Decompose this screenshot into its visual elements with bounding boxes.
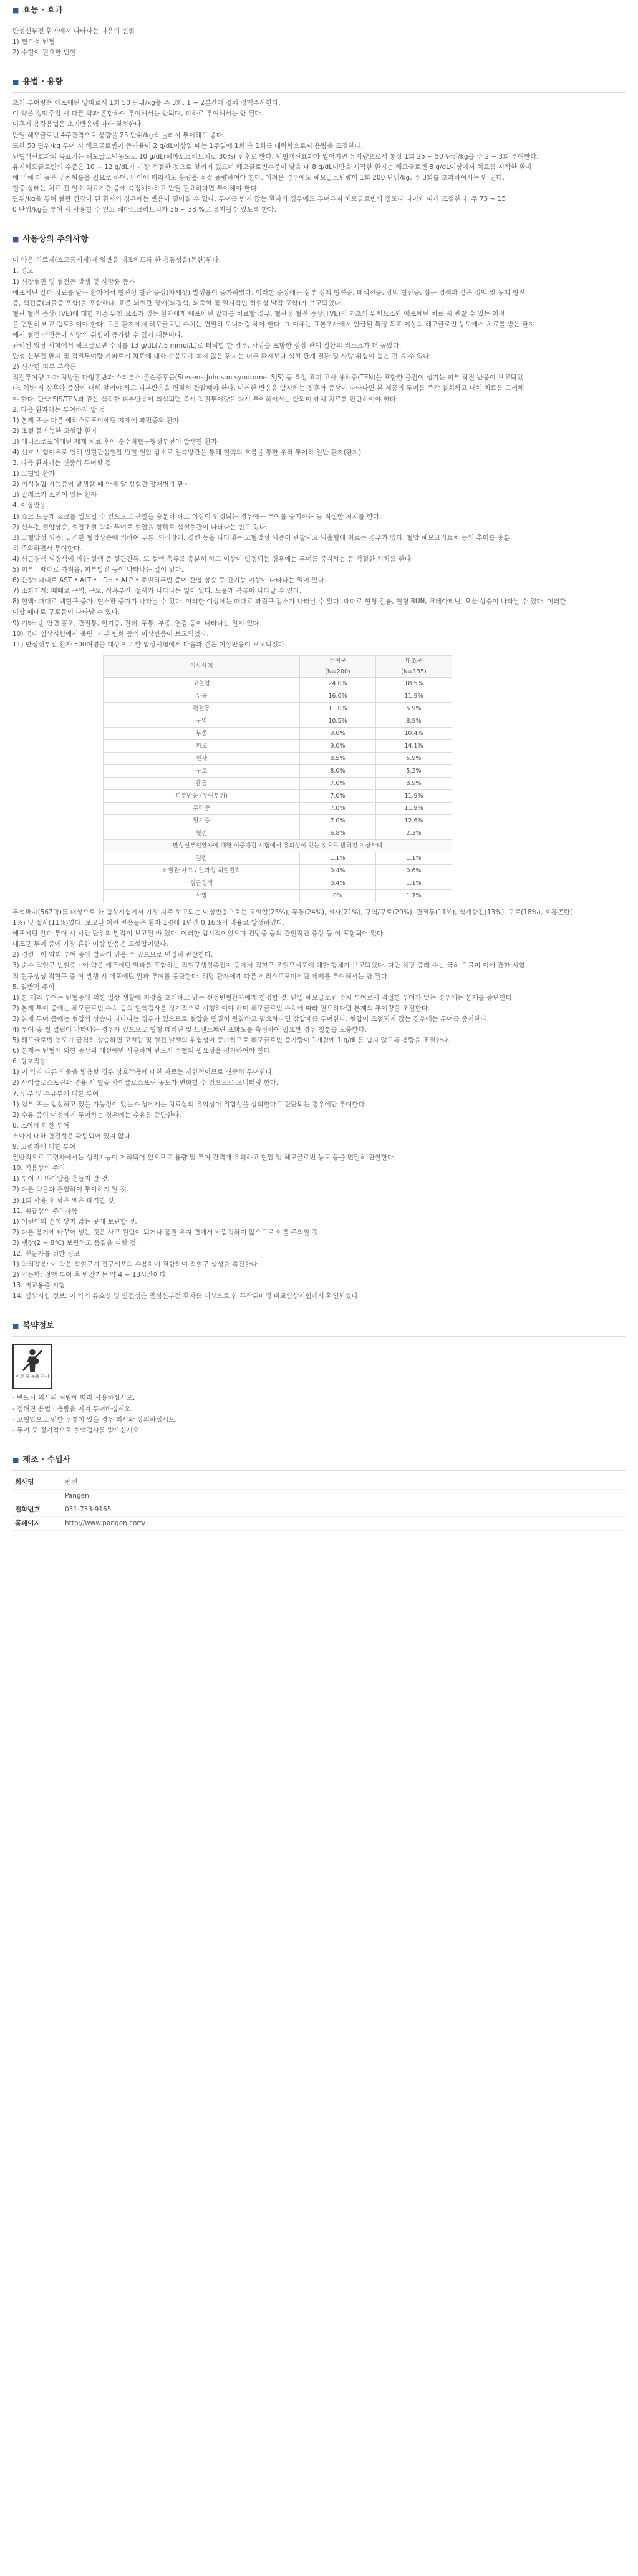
precaution-line: 2) 다른 용기에 바꾸어 넣는 것은 사고 원인이 되거나 품질 유지 면에서 바람직하지 않으므로 이를 주의할 것.: [12, 1228, 321, 1236]
table-cell-control: 0.6%: [375, 864, 452, 877]
table-cell-control: 2.3%: [375, 827, 452, 839]
precaution-line: 투석환자(567명)를 대상으로 한 임상시험에서 가장 자주 보고되는 이상반응으로는 고혈압(25%), 두통(24%), 설사(21%), 구역/구토(20%), 관절통(11%), 심계항진(13%), 구토(18%), 호흡곤란(: [12, 908, 573, 916]
precaution-line: 5. 일반적 주의: [12, 983, 55, 991]
medication-note: - 정해진 용법 · 용량을 지켜 투여하십시오.: [12, 1405, 133, 1413]
precaution-line: 히 주의하면서 투여한다.: [12, 544, 82, 552]
precaution-line: 에서 혈전 색전증이 사망의 위험이 증가할 수 있기 때문이다.: [12, 331, 183, 339]
pictogram-title: 복약정보: [22, 1321, 54, 1331]
precaution-line: 8. 소아에 대한 투여: [12, 1121, 70, 1129]
table-cell-control: 5.9%: [375, 752, 452, 764]
precaution-line: 증, 색전증(뇌졸중 포함)을 포함한다. 표준 뇌혈관 장애(뇌경색, 뇌출혈 및 일시적인 허혈성 발작 포함)가 보고되었다.: [12, 299, 343, 307]
table-cell-control: 14.1%: [375, 739, 452, 752]
table-row: [104, 814, 452, 827]
precaution-line: 1) 어린이의 손이 닿지 않는 곳에 보관할 것.: [12, 1217, 137, 1226]
precaution-line: 적절투여량 가파 처방된 다형홍반과 스티븐스-존슨증후군(Stevens-Johnson syndrome, SJS) 등 특성 표피 고사 용해증(TEN)을 포함한 물집이 생기는 피부 작질 반응이 보고되었: [12, 374, 523, 382]
section-bullet-icon: ■: [12, 1322, 19, 1330]
table-cell-event: 현기증: [104, 814, 300, 827]
section-bullet-icon: ■: [12, 1455, 19, 1464]
precaution-line: 9. 고령자에 대한 투여: [12, 1143, 76, 1151]
dosage-line: 초기 투여량은 에포에틴 알파로서 1회 50 단위/kg을 주 3회, 1 ~ 2분간에 걸쳐 정맥주사한다.: [12, 99, 281, 107]
precaution-line: 14. 임상시험 정보: 이 약의 유효성 및 안전성은 만성신부전 환자를 대상으로 한 무작위배정 비교임상시험에서 확인되었다.: [12, 1292, 360, 1300]
table-cell-event: 고혈압: [104, 677, 300, 690]
manufacturer-key: 회사명: [12, 1476, 62, 1490]
precaution-line: 2) 심각한 피부 부작용: [12, 363, 76, 371]
precaution-line: 4) 투여 중 철 결핍이 나타나는 경우가 있으므로 혈청 페리틴 및 트랜스페린 포화도를 측정하여 필요한 경우 철분을 보충한다.: [12, 1026, 367, 1033]
table-cell-control: 8.9%: [375, 777, 452, 789]
precaution-line: 1) 고혈압 환자: [12, 470, 56, 478]
precaution-line: 11) 만성신부전 환자 300여명을 대상으로 한 임상시험에서 다음과 같은 이상반응이 보고되었다.: [12, 640, 287, 648]
table-cell-control: 10.4%: [375, 727, 452, 739]
efficacy-line: 만성신부전 환자에서 나타나는 다음의 빈혈: [12, 27, 135, 35]
manufacturer-value: 031-733-9165: [62, 1503, 626, 1517]
table-cell-treatment: 0%: [299, 889, 375, 902]
precautions-text-a: [12, 255, 626, 650]
table-cell-treatment: 9.0%: [299, 739, 375, 752]
precaution-line: 대조군 투여 중에 가장 흔한 이상 반응은 고혈압이었다.: [12, 940, 168, 949]
table-cell-event: 피부반응 (투여부위): [104, 789, 300, 802]
table-row: [104, 889, 452, 902]
table-row: [104, 852, 452, 864]
precaution-line: 3) 고혈압성 뇌증: 급격한 혈압상승에 의하여 두통, 의식장애, 경련 등을 나타내는 고혈압성 뇌증이 관찰되고 뇌출혈에 이르는 경우가 있다. 혈압 헤모크리트치 등의 추이를 충분: [12, 534, 510, 542]
table-row: [104, 690, 452, 702]
efficacy-line: 1) 혈투석 빈혈: [12, 38, 56, 46]
table-cell-treatment: 7.0%: [299, 802, 375, 814]
precaution-line: 을 면밀히 비교 검토하여야 한다. 모든 환자에서 헤모글로빈 수치는 면밀히 모니터링 해야 한다. 그 이유는 표본조사에서 안급된 특정 목표 이상의 헤모글로빈 농도에서 치료를 받은 환자: [12, 320, 535, 328]
manufacturer-key: [12, 1490, 62, 1503]
table-cell-control: 8.9%: [375, 715, 452, 727]
precaution-line: 2) 사이클로스포린과 병용 시 혈중 사이클로스포린 농도가 변화할 수 있으므로 모니터링 한다.: [12, 1079, 279, 1087]
precaution-line: 1) 쇼크 드물게 쇼크를 일으킬 수 있으므로 관찰을 충분히 하고 이상이 인정되는 경우에는 투여를 중지하는 등 적절한 처치를 한다.: [12, 512, 382, 520]
precaution-line: 1%) 및 설사(11%)였다. 보고된 이런 반응들은 환자 1명에 1년간 0.16%의 비율로 발생하였다.: [12, 919, 285, 927]
table-row: [104, 789, 452, 802]
table-cell-event: 두통: [104, 690, 300, 702]
manufacturer-row: [12, 1517, 626, 1531]
precaution-line: 3) 본제 투여 중에는 혈압의 상승이 나타나는 경우가 있으므로 혈압을 면밀히 관찰하고 필요하다면 강압제를 투여한다. 혈압이 조절되지 않는 경우에는 투여를 중지한다.: [12, 1015, 489, 1023]
precaution-line: 3) 에리스로포이에틴 제제 치료 후에 순수적혈구형성부전이 발생한 환자: [12, 437, 218, 446]
precaution-line: 9) 기타: 순 안면 홍조, 관절통, 현기증, 권태, 두통, 부종, 열감 등이 나타나는 일이 있다.: [12, 619, 261, 627]
dosage-line: 에 비해 더 높은 위치험률을 필요로 하며, 나이에 따라서도 용량을 적정 증량하여야 한다. 어려운 경우에도 헤모글로빈량이 1회 200 단위/kg, 주 3회를 초과하여서는 안 된다.: [12, 173, 505, 182]
table-header-control: 대조군 (N=135): [375, 655, 452, 677]
table-span-label: 만성신부전환자에 대한 이중맹검 시험에서 유의성이 있는 것으로 밝혀진 이상사례: [104, 839, 452, 852]
precaution-line: 1) 이 약과 다른 약물을 병용할 경우 상호작용에 대한 자료는 제한적이므로 신중히 투여한다.: [12, 1068, 274, 1076]
table-cell-treatment: 7.0%: [299, 777, 375, 789]
precaution-line: 일반적으로 고령자에서는 생리기능이 저하되어 있으므로 용량 및 투여 간격에 유의하고 혈압 및 헤모글로빈 농도 등을 면밀히 관찰한다.: [12, 1154, 396, 1162]
precaution-line: 혈관 혈전 증상(TVE)에 대한 기존 위험 요소가 있는 환자에게 에포에틴 알파를 치료할 경우, 혈관성 혈전 증상(TVE)의 기초의 위험요소와 에포에틴 치료 시 관찰 수 있는 이점: [12, 310, 505, 318]
table-cell-treatment: 11.0%: [299, 702, 375, 715]
dosage-text: [12, 98, 626, 215]
manufacturer-section: [0, 1450, 638, 1531]
table-cell-treatment: 8.0%: [299, 764, 375, 777]
table-cell-event: 구역: [104, 715, 300, 727]
precaution-line: 1) 약리작용: 이 약은 적혈구계 전구세포의 수용체에 결합하여 적혈구 생성을 촉진한다.: [12, 1261, 259, 1269]
table-cell-control: 12.6%: [375, 814, 452, 827]
manufacturer-title: 제조 · 수입사: [22, 1455, 71, 1465]
table-cell-treatment: 24.0%: [299, 677, 375, 690]
precaution-line: 3. 다음 환자에는 신중히 투여할 것: [12, 459, 112, 467]
table-cell-treatment: 0.4%: [299, 864, 375, 877]
manufacturer-key: 홈페이지: [12, 1517, 62, 1531]
dosage-line: 0 단위/kg을 투여 시 사용할 수 있고 헤마토크리트치가 36 ~ 38 %로 유지될수 있도록 한다.: [12, 206, 276, 214]
precaution-line: 5) 피부 : 때때로 가려움, 피부발진 등이 나타나는 일이 있다.: [12, 566, 184, 574]
precaution-line: 2) 조절 불가능한 고혈압 환자: [12, 427, 97, 435]
table-cell-event: 무력증: [104, 802, 300, 814]
table-cell-event: 흉통: [104, 777, 300, 789]
precaution-line: 4) 심근경색 뇌경색에 의한 혈액 증 혈관관통, 또 혈액 축류를 충분히 하고 이상이 인정되는 경우에는 투여를 중지하는 등 적절한 처치를 한다.: [12, 555, 413, 563]
precaution-line: 10. 적용상의 주의: [12, 1164, 65, 1173]
precaution-line: 2) 본제 투여 중에는 헤모글로빈 수치 등의 혈액검사를 정기적으로 시행하여야 하며 헤모글로빈 수치에 따라 필요하다면 본제의 투여량을 조절한다.: [12, 1004, 430, 1012]
precaution-line: 야 한다. 만약 SJS/TEN과 같은 심각한 피부반응이 의심되면 즉시 적절투여량을 다시 투여하여서는 안되며 대체 치료를 판단하여야 한다.: [12, 395, 399, 403]
precaution-line: 6) 간장: 때때로 AST • ALT • LDH • ALP • 총빌리루빈 증이 간염 상승 등 간기능 이상이 나타나는 일이 있다.: [12, 577, 327, 585]
table-cell-event: 피로: [104, 739, 300, 752]
table-row: [104, 677, 452, 690]
table-row: [104, 752, 452, 764]
table-cell-treatment: 16.0%: [299, 690, 375, 702]
manufacturer-value: Pangen: [62, 1490, 626, 1503]
table-cell-treatment: 7.0%: [299, 814, 375, 827]
dosage-line: 또한 50 단위/kg 투여 시 헤모글로빈이 증가율이 2 g/dL이상일 때는 1주일에 1회 용 1회를 대략함으로써 용량을 조절한다.: [12, 142, 363, 150]
table-row: [104, 864, 452, 877]
precaution-line: 4. 이상반응: [12, 502, 46, 510]
section-bullet-icon: ■: [12, 78, 19, 87]
precaution-line: 1) 본제 또는 다른 에리스로포이에틴 제제에 과민증의 환자: [12, 416, 180, 424]
precaution-line: 2) 의식결핍 가능증이 발생할 때 약제 알 심혈관 장애병의 환자: [12, 481, 190, 489]
dosage-section: [0, 72, 638, 215]
table-cell-control: 1.1%: [375, 852, 452, 864]
manufacturer-value: 팬젠: [62, 1476, 626, 1490]
table-cell-control: 5.2%: [375, 764, 452, 777]
precaution-line: 3) 1회 사용 후 남은 액은 폐기할 것.: [12, 1196, 116, 1204]
table-row: [104, 827, 452, 839]
precaution-line: 1) 투여 시 바이알을 흔들지 말 것.: [12, 1175, 110, 1183]
pictogram-caption: 임신 중 복용 금지: [15, 1374, 49, 1380]
table-cell-control: 18.5%: [375, 677, 452, 690]
table-cell-treatment: 7.0%: [299, 789, 375, 802]
precaution-line: 적 혈구생성 적혈구 증 이 발생 시 에포에틴 알파 투여를 중단한다. 해당 환자에게 다른 에리스로포이에틴 제제를 투여해서는 안 된다.: [12, 972, 390, 980]
table-cell-control: 11.9%: [375, 802, 452, 814]
table-cell-treatment: 8.5%: [299, 752, 375, 764]
homepage-link[interactable]: http://www.pangen.com/: [62, 1517, 626, 1531]
table-cell-treatment: 0.4%: [299, 877, 375, 889]
table-cell-treatment: 6.8%: [299, 827, 375, 839]
precautions-section: [0, 229, 638, 1302]
pictogram-section: [0, 1315, 638, 1435]
manufacturer-row: [12, 1503, 626, 1517]
precaution-line: 1) 본 제의 투여는 빈혈증에 의한 일상 생활에 지장을 초래하고 있는 신성빈혈환자에게 한정할 것. 만일 헤모글로빈 수치 투여로서 적절한 투여가 없는 경우에는 본제를 중단한다.: [12, 993, 515, 1002]
table-cell-event: 사망: [104, 889, 300, 902]
medication-note: - 투여 중 정기적으로 혈액검사를 받으십시오.: [12, 1426, 142, 1434]
precaution-line: 이 약은 의료제(소모품제제)에 일반을 대조하도록 한 용통성을(동한)된다.: [12, 256, 221, 265]
table-cell-event: 설사: [104, 752, 300, 764]
table-cell-treatment: 10.5%: [299, 715, 375, 727]
table-cell-event: 구토: [104, 764, 300, 777]
precaution-line: 6. 상호작용: [12, 1058, 46, 1066]
precaution-line: 2) 신부전 혈압상승, 혈압조절 악화 투여로 혈압을 향해로 심혈혈관이 나타나는 빈도 있다.: [12, 523, 268, 531]
adverse-events-table: [103, 655, 452, 902]
precaution-line: 에포에틴 알파 투여 시 시간 단위의 발작이 보고된 바 있다. 이러한 임시적이었으며 건망증 등의 간헐적인 증상 등 이 포함되어 있다.: [12, 930, 385, 938]
precaution-line: 2) 약동학: 정맥 투여 후 반감기는 약 4 ~ 13시간이다.: [12, 1271, 168, 1279]
table-cell-event: 심근경색: [104, 877, 300, 889]
precaution-line: 4) 선호 보험이유로 인해 빈혈관심혈압 빈혈 혈압 감소로 일측방관을 통해 혈액의 흐름을 통한 우리 투여하 일반 환자(환자).: [12, 449, 364, 456]
precaution-line: 13. 비교용출 시험: [12, 1282, 65, 1290]
efficacy-header: [12, 0, 626, 21]
table-cell-control: 1.7%: [375, 889, 452, 902]
table-cell-control: 11.9%: [375, 789, 452, 802]
precaution-line: 2. 다음 환자에는 투여하지 말 것: [12, 406, 105, 414]
medication-note: - 고혈압으로 인한 두통이 있을 경우 의사와 상의하십시오.: [12, 1415, 177, 1423]
table-row: [104, 715, 452, 727]
precaution-line: 2) 다른 약물과 혼합하여 투여하지 말 것.: [12, 1186, 129, 1194]
pregnancy-warning-pictogram: [12, 1344, 52, 1389]
manufacturer-row: [12, 1476, 626, 1490]
dosage-line: 이 약은 정맥주입 시 다른 약과 혼합하여 투여해서는 안되며, 피하로 투여해서는 안 된다.: [12, 110, 263, 118]
precaution-line: 2) 경련 : 이 약의 투여 중에 발작이 있을 수 있으므로 면밀히 관찰한다.: [12, 951, 213, 959]
precaution-line: 관리된 임상 시험에서 헤모글로빈 수치를 13 g/dL(7.5 mmol/L)로 터적할 한 경우, 사망을 포함한 심장 관계 질환의 리스크가 더 높았다.: [12, 342, 402, 350]
precaution-line: 만성 신부전 환자 및 적절투여량 가파르게 치료에 대한 순응도가 좋지 않은 환자는 더른 환자보다 심혈 관계 질환 및 사망 위험이 높은 것 을 수 있다.: [12, 353, 432, 361]
precaution-line: 3) 알레르기 소인이 있는 환자: [12, 491, 97, 499]
manufacturer-row: [12, 1490, 626, 1503]
table-cell-event: 부종: [104, 727, 300, 739]
table-cell-treatment: 1.1%: [299, 852, 375, 864]
medication-note: - 반드시 의사의 처방에 따라 사용하십시오.: [12, 1394, 135, 1402]
table-header-treatment: 투여군 (N=200): [299, 655, 375, 677]
table-header-event: 이상사례: [104, 655, 300, 677]
precaution-line: 1. 경고: [12, 267, 34, 275]
precaution-line: 7) 소화기계: 때때로 구역, 구토, 식욕부진, 설사가 나타나는 일이 있다. 드물게 복통이 나타날 수 있다.: [12, 587, 302, 595]
table-cell-event: 뇌혈관 사고 / 일과성 허혈발작: [104, 864, 300, 877]
precaution-line: 1) 심장혈관 및 혈전증 발생 및 사망률 증가: [12, 278, 135, 286]
efficacy-title: 효능 · 효과: [22, 5, 63, 15]
table-cell-control: 5.9%: [375, 702, 452, 715]
table-row: [104, 727, 452, 739]
precaution-line: 다. 처방 시 장후와 증상에 대해 알려야 하고 피부반응을 면밀히 관찰해야 한다. 이러한 반응을 암시하는 징후와 증상이 나타나면 본 제품의 투여를 즉각 철회하고 대체 치료를 고려해: [12, 384, 524, 393]
table-cell-control: 11.9%: [375, 690, 452, 702]
manufacturer-key: 전화번호: [12, 1503, 62, 1517]
precaution-line: 5) 헤모글로빈 농도가 급격히 상승하면 고혈압 및 혈전 발생의 위험성이 증가하므로 헤모글로빈 증가량이 1개월에 1 g/dL를 넘지 않도록 용량을 조절한다.: [12, 1037, 450, 1045]
manufacturer-header: [12, 1450, 626, 1471]
precaution-line: 10) 국내 임상시험에서 불면, 기분 변화 등의 이상반응이 보고되었다.: [12, 630, 209, 638]
dosage-line: 빈혈개선효과의 목표치는 헤모글로빈농도로 10 g/dL(헤마토크리트치로 30%) 전후로 한다. 빈혈개선효과가 얻어지면 유지량으로서 통상 1회 25 ~ 50 단위/kg을 주 2 ~ 3회 투여한다.: [12, 152, 539, 160]
section-bullet-icon: ■: [12, 6, 19, 14]
dosage-line: 혈중 상태는 치료 전 혈소 치료기간 중에 측정해야하고 만일 필요하다면 투여해야 한다.: [12, 185, 259, 193]
precaution-line: 이상 때때로 구토물이 나타날 수 있다.: [12, 608, 120, 617]
dosage-line: 단위/kg을 통해 혈관 건강이 된 환자의 경우에는 반응이 떨어질 수 있다. 투여를 받지 않는 환자의 경우에도 투여유지 헤모글로빈의 정도나 나이와 따라 조절한다. 주 75 ~ 15: [12, 195, 506, 203]
table-row: [104, 739, 452, 752]
dosage-title: 용법 · 용량: [22, 77, 63, 87]
precaution-line: 8) 혈액: 때때로 백혈구 증가, 혈소판 증가가 나타날 수 있다. 이러한 이상에는 때때로 과립구 감소가 나타날 수 있다. 때때로 혈청 칼륨, 혈청 BUN, 크레아티닌, 요산 상승이 나타날 수 있다. 이러한: [12, 598, 566, 606]
precaution-line: 2) 수유 중의 여성에게 투여하는 경우에는 수유를 중단한다.: [12, 1111, 181, 1119]
efficacy-section: [0, 0, 638, 58]
precautions-text-b: [12, 907, 626, 1302]
pregnant-woman-icon: [21, 1348, 44, 1373]
table-row: [104, 702, 452, 715]
efficacy-line: 2) 수혈이 필요한 빈혈: [12, 49, 76, 57]
precaution-line: 에포에틴 알파 치료를 받는 환자에서 혈전성 혈관 증상(자세성) 발생률이 증가하였다. 이러한 증상에는 심부 정맥 혈전증, 폐색전증, 망막 혈전증, 심근 경색과 같은 정맥 및 동맥 혈전: [12, 288, 525, 296]
precautions-header: [12, 229, 626, 250]
table-cell-event: 관절통: [104, 702, 300, 715]
precaution-line: 7. 임부 및 수유부에 대한 투여: [12, 1090, 99, 1098]
dosage-header: [12, 72, 626, 93]
section-bullet-icon: ■: [12, 235, 19, 244]
precaution-line: 3) 냉장(2 ~ 8℃) 보관하고 동결을 피할 것.: [12, 1239, 138, 1247]
precautions-title: 사용상의 주의사항: [22, 235, 89, 245]
precaution-line: 6) 본제는 빈혈에 의한 증상의 개선에만 사용하며 반드시 수혈의 필요성을 평가하여야 한다.: [12, 1047, 272, 1055]
dosage-line: 유지헤모글로빈의 수준은 10 ~ 12 g/dL가 가장 적절한 것으로 알려져 있으며 헤모글로빈수준이 낮을 때 8 g/dL미만을 시작한 환자는 헤모글로빈 8 g/dL이상에서 치료를 시작한 환자: [12, 163, 532, 171]
table-span-row: [104, 839, 452, 852]
precaution-line: 12. 전문가를 위한 정보: [12, 1249, 80, 1257]
table-cell-treatment: 9.0%: [299, 727, 375, 739]
pictogram-notes: [12, 1393, 626, 1435]
pictogram-header: [12, 1315, 626, 1337]
table-cell-event: 혈전: [104, 827, 300, 839]
efficacy-text: [12, 26, 626, 58]
table-row: [104, 877, 452, 889]
manufacturer-table: [12, 1476, 626, 1531]
table-header-row: [104, 655, 452, 677]
precaution-line: 소아에 대한 안전성은 확립되어 있지 않다.: [12, 1132, 133, 1140]
table-cell-control: 1.1%: [375, 877, 452, 889]
precaution-line: 1) 임부 또는 임신하고 있을 가능성이 있는 여성에게는 치료상의 유익성이 위험성을 상회한다고 판단되는 경우에만 투여한다.: [12, 1100, 367, 1108]
table-row: [104, 764, 452, 777]
precaution-line: 3) 순수 적혈구 빈혈증 : 이 약은 에포에틴 알파를 포함하는 적혈구생성촉진제 등에서 적혈구 조혈모세포에 대한 항체가 보고되었다. 다만 해당 증례 수는 극히 드물며 이에 관한 시험: [12, 962, 525, 970]
table-cell-event: 경련: [104, 852, 300, 864]
precaution-line: 11. 취급상의 주의사항: [12, 1207, 78, 1215]
dosage-line: 만일 헤모글로빈 4주간격으로 용량을 25 단위/kg씩 늘려서 투여해도 좋다.: [12, 131, 225, 139]
table-row: [104, 802, 452, 814]
table-row: [104, 777, 452, 789]
dosage-line: 이후에 용량용법은 초기반응에 따라 결정한다.: [12, 120, 143, 129]
